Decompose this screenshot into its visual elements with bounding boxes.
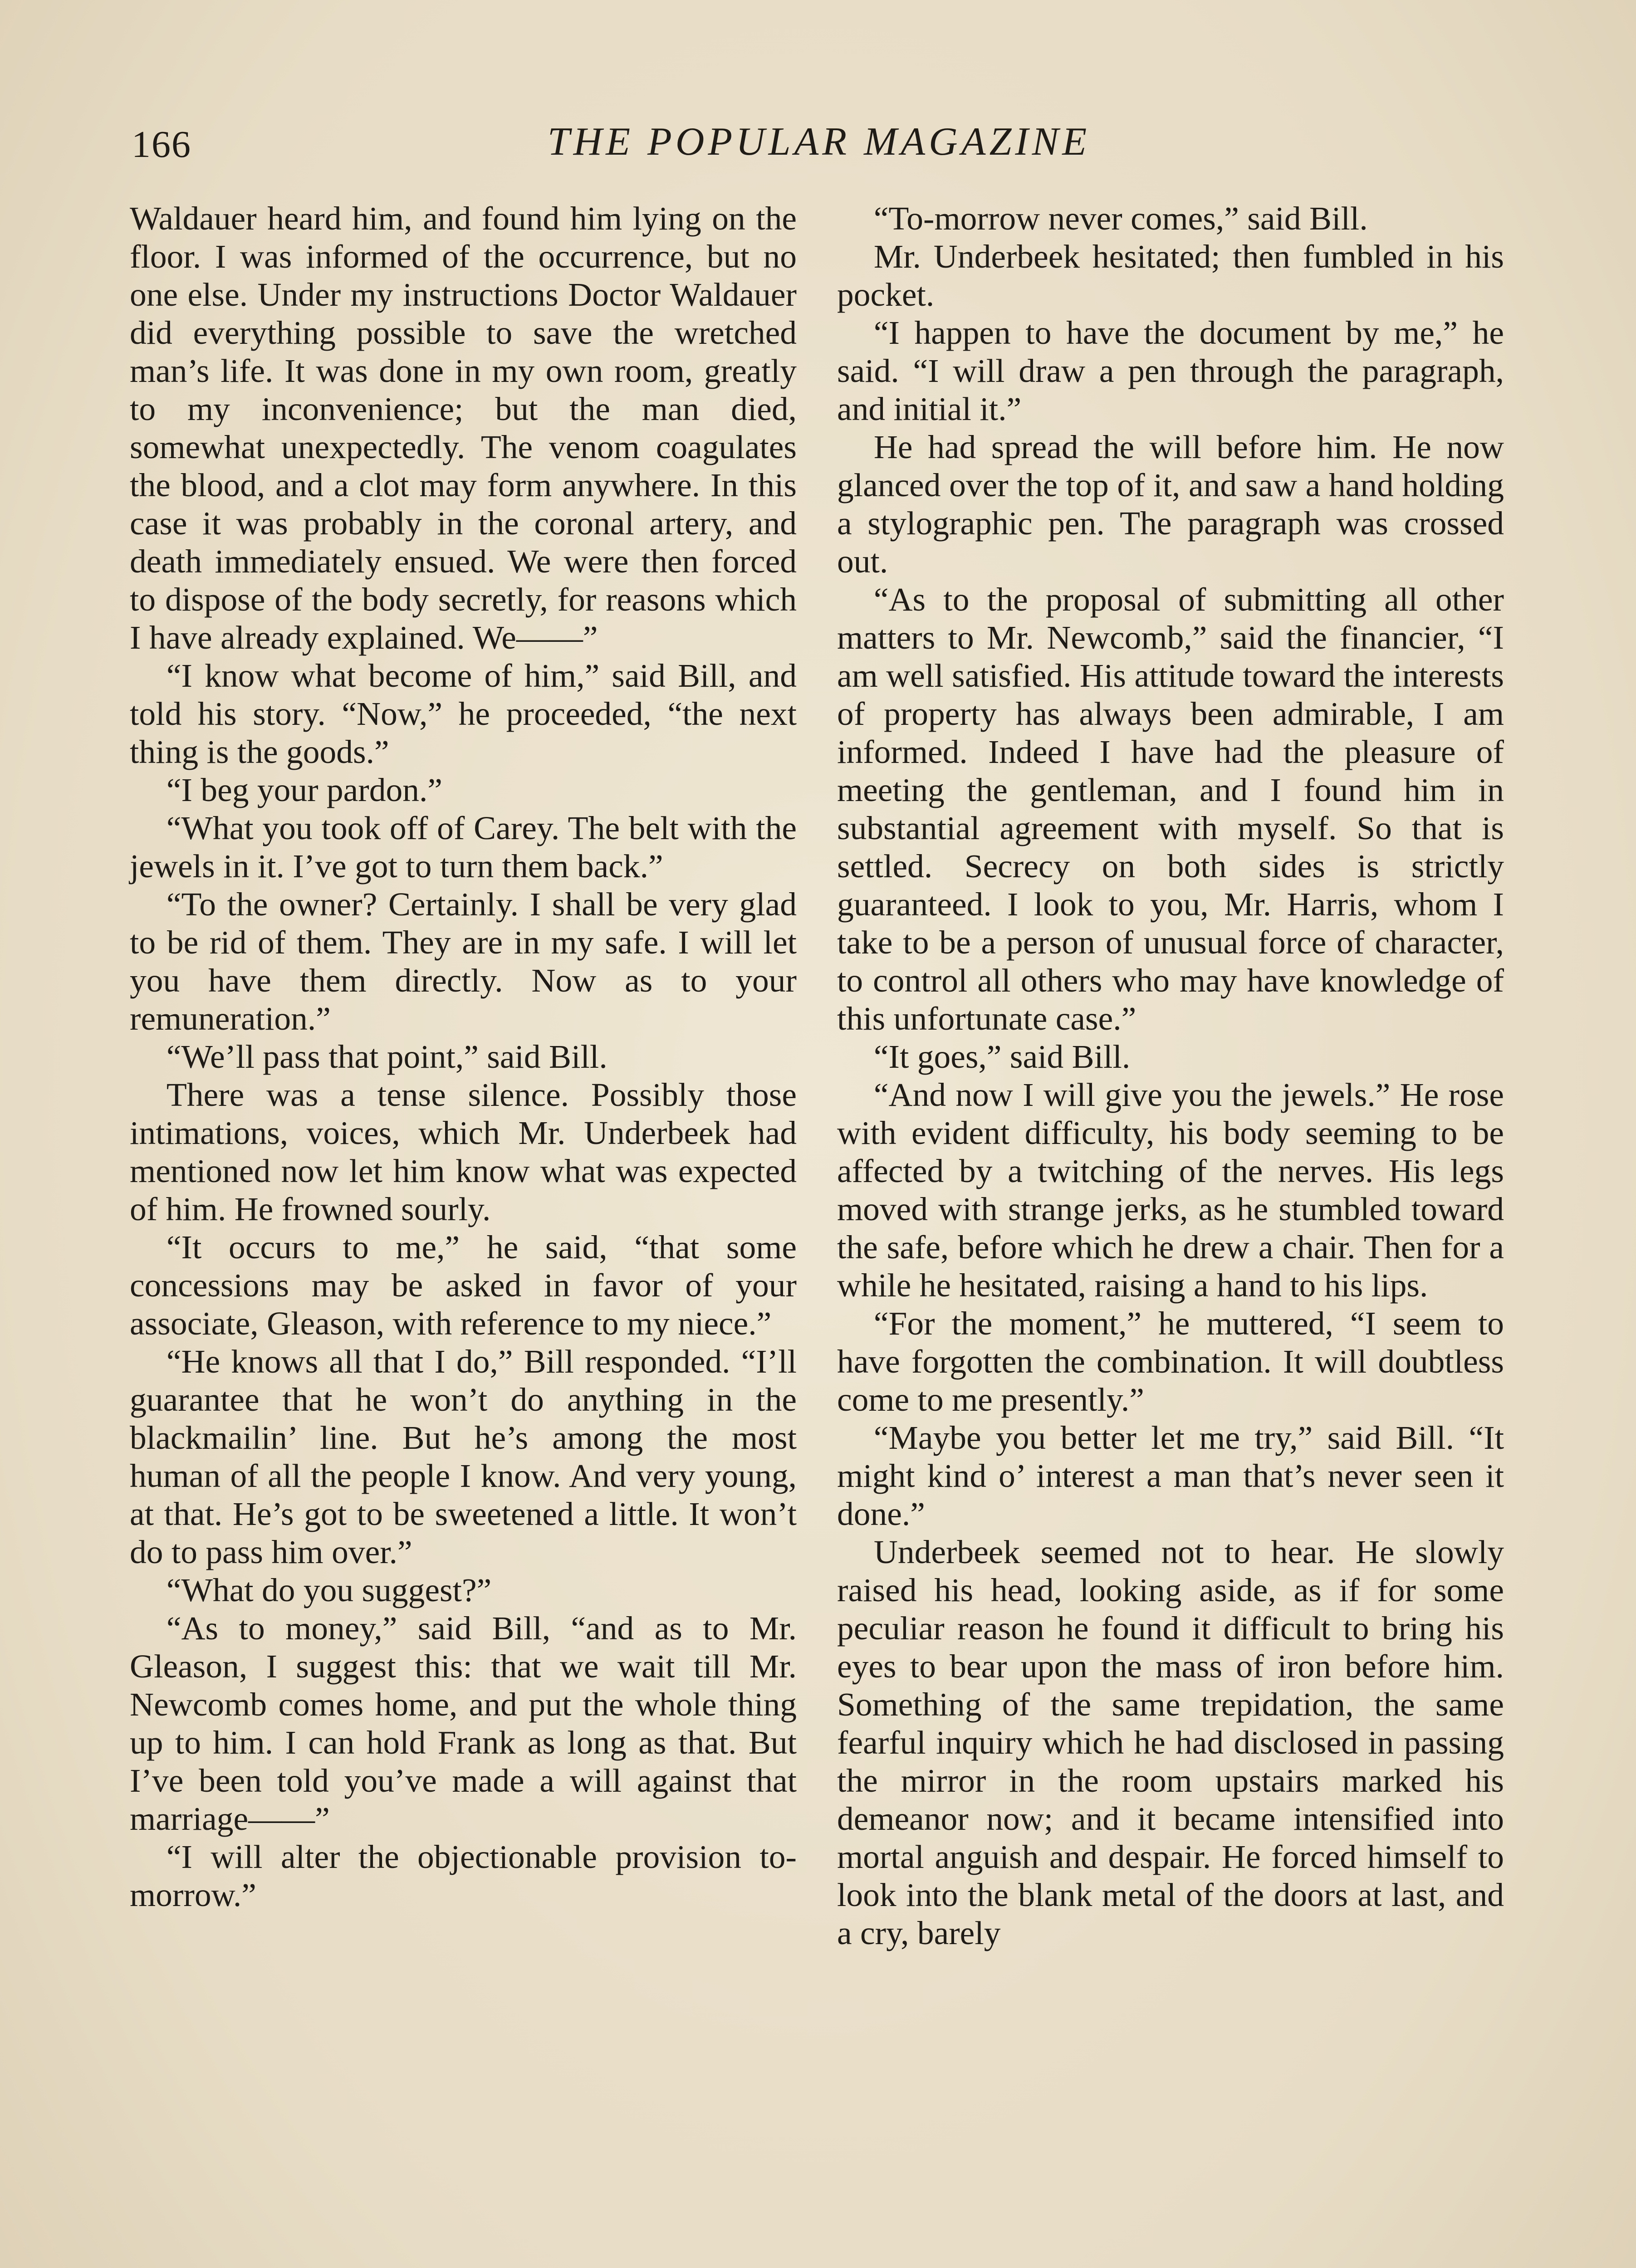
paragraph: “I will alter the objectionable provision to-morrow.” <box>130 1838 797 1913</box>
paragraph: “I beg your pardon.” <box>166 772 443 808</box>
paragraph: “What do you suggest?” <box>166 1572 492 1608</box>
paragraph: There was a tense silence. Possibly those intimations, voices, which Mr. Underbeek had mentioned now let him know what was expected of him. He frowned sourly. <box>130 1076 797 1227</box>
paragraph: “Maybe you better let me try,” said Bill. “It might kind o’ interest a man that’s never seen it done.” <box>837 1419 1504 1532</box>
left-column <box>130 200 797 1914</box>
right-column <box>837 200 1504 1952</box>
paragraph: “We’ll pass that point,” said Bill. <box>166 1038 607 1075</box>
page-number: 166 <box>132 123 191 166</box>
paragraph: “As to the proposal of submitting all other matters to Mr. Newcomb,” said the financier, “I am well satisfied. His attitude toward the interests of property has always been admirable, I am informed. Indeed I have had the pleasure of meeting the gentleman, and I found him in substantial agreement with myself. So that is settled. Secrecy on both sides is strictly guaranteed. I look to you, Mr. Harris, whom I take to be a person of unusual force of character, to control all others who may have knowledge of this unfortunate case.” <box>837 581 1504 1037</box>
paragraph: Mr. Underbeek hesitated; then fumbled in his pocket. <box>837 238 1504 313</box>
paragraph: Waldauer heard him, and found him lying on the floor. I was informed of the occurrence, but no one else. Under my instructions Doctor Waldauer did everything possible to save the wretched man’s life. It was done in my own room, greatly to my inconvenience; but the man died, somewhat unexpectedly. The venom coagulates the blood, and a clot may form anywhere. In this case it was probably in the coronal artery, and death immediately ensued. We were then forced to dispose of the body secretly, for reasons which I have already explained. We——” <box>130 200 797 656</box>
page-header <box>132 119 1506 173</box>
paragraph: “What you took off of Carey. The belt with the jewels in it. I’ve got to turn them back.” <box>130 810 797 885</box>
paragraph: Underbeek seemed not to hear. He slowly raised his head, looking aside, as if for some peculiar reason he found it difficult to bring his eyes to bear upon the mass of iron before him. Something of the same trepidation, the same fearful inquiry which he had disclosed in passing the mirror in the room upstairs marked his demeanor now; and it became intensified into mortal anguish and despair. He forced himself to look into the blank metal of the doors at last, and a cry, barely <box>837 1534 1504 1951</box>
paragraph: “It occurs to me,” he said, “that some concessions may be asked in favor of your associate, Gleason, with reference to my niece.” <box>130 1229 797 1342</box>
paragraph: “To-morrow never comes,” said Bill. <box>873 200 1368 237</box>
paragraph: “For the moment,” he muttered, “I seem to have forgotten the combination. It will doubtless come to me presently.” <box>837 1305 1504 1418</box>
paragraph: “He knows all that I do,” Bill responded. “I’ll guarantee that he won’t do anything in the blackmailin’ line. But he’s among the most human of all the people I know. And very young, at that. He’s got to be sweetened a little. It won’t do to pass him over.” <box>130 1343 797 1570</box>
paragraph: “It goes,” said Bill. <box>873 1038 1131 1075</box>
running-head: THE POPULAR MAGAZINE <box>547 120 1091 164</box>
paragraph: “As to money,” said Bill, “and as to Mr. Gleason, I suggest this: that we wait till Mr. Newcomb comes home, and put the whole thing up to him. I can hold Frank as long as that. But I’ve been told you’ve made a will against that marriage——” <box>130 1610 797 1837</box>
paragraph: “I know what become of him,” said Bill, and told his story. “Now,” he proceeded, “the next thing is the goods.” <box>130 657 797 770</box>
paragraph: “And now I will give you the jewels.” He rose with evident difficulty, his body seeming to be affected by a twitching of the nerves. His legs moved with strange jerks, as he stumbled toward the safe, before which he drew a chair. Then for a while he hesitated, raising a hand to his lips. <box>837 1076 1504 1304</box>
paragraph: “To the owner? Certainly. I shall be very glad to be rid of them. They are in my safe. I will let you have them directly. Now as to your remuneration.” <box>130 886 797 1037</box>
paragraph: “I happen to have the document by me,” he said. “I will draw a pen through the paragraph, and initial it.” <box>837 314 1504 427</box>
paragraph: He had spread the will before him. He now glanced over the top of it, and saw a hand holding a stylographic pen. The paragraph was crossed out. <box>837 429 1504 580</box>
